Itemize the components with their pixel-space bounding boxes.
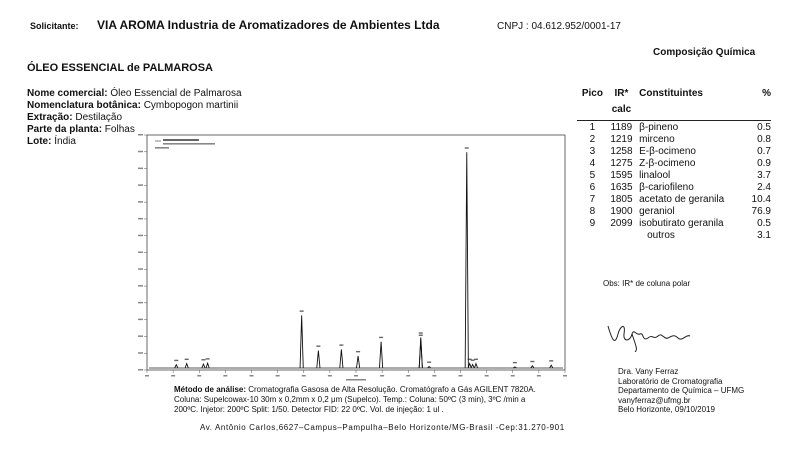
x-tick-label	[276, 375, 280, 377]
cell-pct: 10.4	[751, 194, 771, 205]
cell-ir: 1258	[610, 146, 633, 157]
cell-pct: 76.9	[751, 206, 771, 217]
product-title: ÓLEO ESSENCIAL de PALMAROSA	[27, 62, 214, 74]
y-tick-label	[138, 151, 143, 153]
outros-empty-2	[608, 230, 635, 242]
table-subheader-row	[577, 100, 771, 121]
cell-pct: 2.4	[757, 182, 771, 193]
x-tick-label	[459, 375, 463, 377]
y-tick-label	[138, 184, 143, 186]
peak-label	[185, 359, 189, 360]
x-tick-label	[432, 375, 436, 377]
chromatogram-peak	[300, 315, 303, 368]
table-row-outros	[577, 230, 771, 242]
table-row	[577, 206, 771, 218]
cell-ir: 1900	[610, 206, 633, 217]
info-lote: Lote: Índia	[27, 136, 76, 147]
header-ir-calc: calc	[611, 104, 632, 115]
y-tick-label	[138, 201, 143, 203]
table-row	[577, 218, 771, 230]
peak-label	[356, 351, 360, 352]
peak-label	[465, 147, 469, 148]
table-row	[577, 182, 771, 194]
signer-city-date: Belo Horizonte, 09/10/2019	[618, 405, 715, 414]
table-row	[577, 146, 771, 158]
obs-note: Obs: IR* de coluna polar	[603, 279, 691, 288]
info-nome-comercial: Nome comercial: Óleo Essencial de Palmarosa	[27, 88, 242, 99]
table-header-row	[577, 88, 771, 100]
chromatogram-peak	[340, 349, 343, 368]
peak-label	[300, 310, 304, 311]
cell-pct: 3.7	[757, 170, 771, 181]
chromatogram-peak	[379, 342, 382, 368]
outros-label: outros	[647, 230, 675, 241]
header-spacer-2	[635, 100, 742, 121]
x-tick-label	[406, 375, 410, 377]
x-tick-label	[223, 375, 227, 377]
y-tick-label	[138, 319, 143, 321]
header-pico: Pico	[581, 88, 603, 99]
chromatogram-peak	[317, 350, 320, 368]
cell-constituent: β-pineno	[639, 122, 679, 133]
table-row	[577, 122, 771, 134]
cell-pct: 0.9	[757, 158, 771, 169]
cell-ir: 1805	[610, 194, 633, 205]
chromatogram-peak	[419, 337, 422, 368]
cnpj: CNPJ : 04.612.952/0001-17	[497, 21, 621, 32]
cell-constituent: linalool	[639, 170, 671, 181]
peak-label	[379, 337, 383, 338]
x-tick-label	[250, 375, 254, 377]
x-tick-label	[380, 375, 384, 377]
peak-label	[316, 345, 320, 346]
info-extracao: Extração: Destilação	[27, 112, 123, 123]
peak-label	[419, 335, 423, 336]
x-tick-label	[485, 375, 489, 377]
cell-constituent: geraniol	[639, 206, 675, 217]
header-ir: IR*	[614, 88, 629, 99]
table-row	[577, 158, 771, 170]
info-nomenclatura: Nomenclatura botânica: Cymbopogon martinii	[27, 100, 239, 111]
cell-ir: 1189	[610, 122, 633, 133]
method-line-1: Método de análise: Cromatografia Gasosa de Alta Resolução. Cromatógrafo a Gás AGILENT 7820A.	[174, 385, 536, 394]
method-line-2: Coluna: Supelcowax-10 30m x 0,2mm x 0,2 μm (Supelco). Temp.: Coluna: 50ºC (3 min), 3ºC /min a	[174, 395, 526, 404]
signer-lab: Laboratório de Cromatografia	[618, 376, 723, 386]
cell-constituent: isobutirato geranila	[639, 218, 724, 229]
table-row	[577, 134, 771, 146]
outros-pct: 3.1	[757, 230, 771, 241]
plot-frame	[147, 135, 565, 370]
legend-text-bar	[163, 139, 199, 141]
y-tick-label	[138, 168, 143, 170]
cell-pico: 2	[589, 134, 596, 145]
peak-label	[427, 361, 431, 362]
y-tick-label	[138, 335, 143, 337]
chromatogram-peak	[465, 152, 468, 368]
chromatogram-peak	[474, 364, 477, 368]
y-tick-label	[138, 235, 143, 237]
peak-label	[339, 344, 343, 345]
signer-name: Dra. Vany Ferraz	[618, 367, 679, 376]
signature-image	[602, 312, 702, 352]
cell-constituent: Z-β-ocimeno	[639, 158, 696, 169]
peak-label	[174, 360, 178, 361]
cell-constituent: β-cariofileno	[639, 182, 694, 193]
peak-label	[201, 359, 205, 360]
cell-pico: 9	[589, 218, 596, 229]
company-name: VIA AROMA Industria de Aromatizadores de Ambientes Ltda	[97, 18, 440, 32]
cell-ir: 1595	[610, 170, 633, 181]
table-row	[577, 194, 771, 206]
cell-pico: 6	[589, 182, 596, 193]
x-tick-label	[145, 375, 149, 377]
chromatogram-peak	[550, 365, 553, 368]
y-tick-label	[138, 285, 143, 287]
header-spacer-3	[742, 100, 771, 121]
legend-text-bar	[155, 147, 169, 149]
x-tick-label	[354, 375, 358, 377]
x-tick-label	[328, 375, 332, 377]
peak-label	[419, 332, 423, 333]
y-tick-label	[138, 218, 143, 220]
chromatogram-peak	[185, 364, 188, 368]
x-tick-label	[537, 375, 541, 377]
chromatogram-peak	[206, 363, 209, 368]
signature-block	[618, 367, 744, 415]
y-tick-label	[138, 352, 143, 354]
header-pct: %	[762, 88, 771, 99]
x-tick-label	[171, 375, 175, 377]
cell-pct: 0.5	[757, 218, 771, 229]
cell-ir: 1275	[610, 158, 633, 169]
composition-table	[577, 88, 771, 242]
chromatogram	[135, 127, 575, 382]
cell-pct: 0.5	[757, 122, 771, 133]
y-tick-label	[138, 134, 143, 136]
header-spacer	[577, 100, 608, 121]
cell-constituent: mirceno	[639, 134, 675, 145]
cell-pico: 7	[589, 194, 596, 205]
info-parte-planta: Parte da planta: Folhas	[27, 124, 135, 135]
outros-empty-1	[577, 230, 608, 242]
cell-pico: 5	[589, 170, 596, 181]
table-row	[577, 170, 771, 182]
x-tick-label	[563, 375, 567, 377]
cell-pct: 0.8	[757, 134, 771, 145]
cell-constituent: E-β-ocimeno	[639, 146, 696, 157]
cell-ir: 1635	[610, 182, 633, 193]
y-tick-label	[138, 302, 143, 304]
method-block	[174, 385, 536, 415]
method-line-3: 200ºC. Injetor: 200ºC Split: 1/50. Detector FID: 22 0ºC. Vol. de injeção: 1 ul .	[174, 405, 444, 414]
y-tick-label	[138, 369, 143, 371]
footer-address: Av. Antônio Carlos,6627–Campus–Pampulha–Belo Horizonte/MG-Brasil -Cep:31.270-901	[200, 423, 565, 432]
peak-label	[530, 361, 534, 362]
cell-ir: 2099	[610, 218, 633, 229]
peak-label	[513, 362, 517, 363]
y-tick-label	[138, 252, 143, 254]
chromatogram-peak	[175, 365, 178, 368]
y-tick-label	[138, 268, 143, 270]
legend-text-bar	[163, 143, 215, 145]
x-tick-label	[302, 375, 306, 377]
section-title: Composição Química	[653, 47, 756, 58]
signer-dept: Departamento de Química – UFMG	[618, 386, 745, 395]
cell-pico: 3	[589, 146, 596, 157]
x-axis-label	[346, 379, 366, 381]
cell-pico: 4	[589, 158, 596, 169]
cell-pct: 0.7	[757, 146, 771, 157]
cell-pico: 8	[589, 206, 596, 217]
peak-label	[549, 360, 553, 361]
cell-ir: 1219	[610, 134, 633, 145]
chromatogram-peak	[202, 364, 205, 368]
header-constituintes: Constituintes	[639, 88, 703, 99]
cell-pico: 1	[589, 122, 596, 133]
x-tick-label	[511, 375, 515, 377]
chromatogram-peak	[356, 356, 359, 368]
x-tick-label	[197, 375, 201, 377]
cell-constituent: acetato de geranila	[639, 194, 725, 205]
peak-label	[474, 359, 478, 360]
solicitante-label: Solicitante:	[30, 21, 79, 31]
peak-label	[206, 358, 210, 359]
chromatogram-peak	[471, 364, 474, 368]
signer-email: vanyferraz@ufmg.br	[618, 395, 691, 405]
